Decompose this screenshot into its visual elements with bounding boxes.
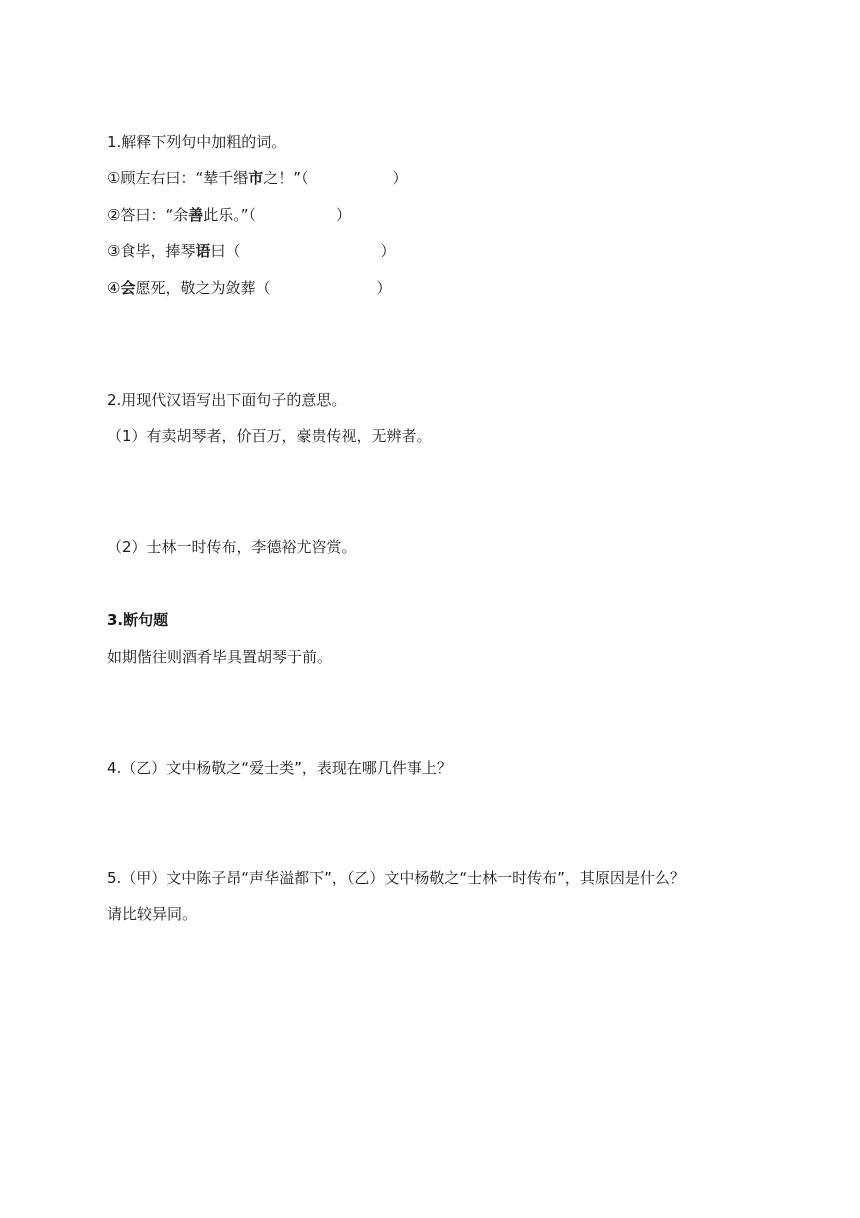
- q1-item-3-post: 曰（: [210, 242, 241, 260]
- question-4-text: 4.（乙）文中杨敬之“爱士类”，表现在哪几件事上？: [107, 759, 452, 777]
- q1-item-3-pre: ③食毕，捧琴: [107, 242, 196, 260]
- q2-sentence-2: （2）士林一时传布，李德裕尤咨赏。: [107, 538, 357, 556]
- q1-item-2: [107, 205, 351, 225]
- question-5-line-2: 请比较异同。: [107, 905, 198, 923]
- q1-item-4-close: ）: [376, 279, 392, 297]
- q1-item-2-close: ）: [336, 206, 352, 224]
- question-3-title: 3.断句题: [107, 611, 169, 629]
- q1-item-1-bold: 市: [248, 169, 264, 187]
- q1-item-4-bold: 会: [120, 279, 136, 297]
- q1-item-1: [107, 168, 408, 188]
- q1-item-3-close: ）: [380, 242, 396, 260]
- q1-item-2-post: 此乐。”（: [203, 206, 257, 224]
- q1-item-1-pre: ①顾左右曰：“辇千缗: [107, 169, 249, 187]
- question-1-title: 1.解释下列句中加粗的词。: [107, 133, 287, 151]
- q1-item-4-post: 愿死，敬之为敛葬（: [135, 279, 271, 297]
- q1-item-2-pre: ②答曰：“余: [107, 206, 189, 224]
- q2-sentence-1: （1）有卖胡琴者，价百万，豪贵传视，无辨者。: [107, 427, 432, 445]
- q1-item-3-bold: 语: [195, 242, 211, 260]
- q3-text: 如期偕往则酒肴毕具置胡琴于前。: [107, 648, 333, 666]
- q1-item-4: [107, 278, 392, 298]
- q1-item-4-pre: ④: [107, 279, 121, 297]
- question-5-line-1: 5.（甲）文中陈子昂“声华溢都下”，（乙）文中杨敬之“士林一时传布”，其原因是什么？: [107, 869, 685, 887]
- q1-item-2-bold: 善: [188, 206, 204, 224]
- q1-item-1-post: 之！”（: [263, 169, 309, 187]
- question-2-title: 2.用现代汉语写出下面句子的意思。: [107, 391, 347, 409]
- q1-item-1-close: ）: [392, 169, 408, 187]
- q1-item-3: [107, 241, 396, 261]
